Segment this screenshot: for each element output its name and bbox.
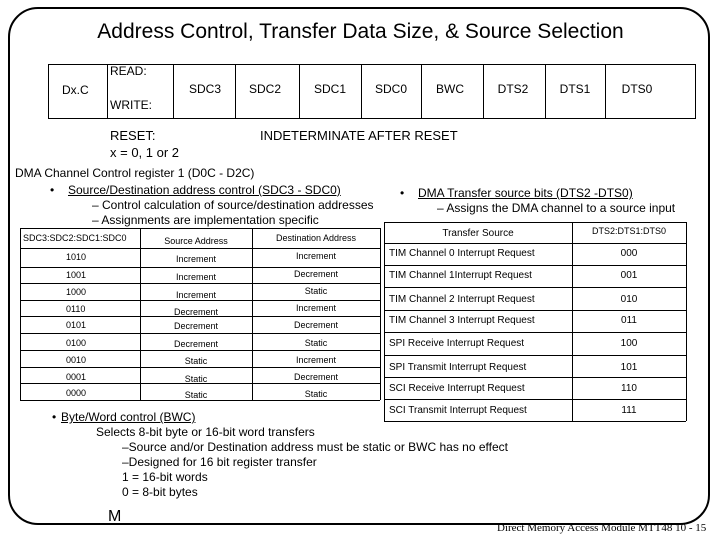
bwc-line: Selects 8-bit byte or 16-bit word transfers xyxy=(96,425,315,439)
column-header: Source Address xyxy=(164,236,228,246)
bullet: • xyxy=(52,410,57,424)
dts-desc-1: – Assigns the DMA channel to a source input xyxy=(437,201,676,215)
column-header: Transfer Source xyxy=(442,228,514,239)
write-label: WRITE: xyxy=(110,98,152,112)
sdc-desc-1: – Control calculation of source/destination addresses xyxy=(92,198,374,212)
bwc-line: –Designed for 16 bit register transfer xyxy=(122,455,317,469)
read-label: READ: xyxy=(110,64,147,78)
bit-sdc2: SDC2 xyxy=(248,82,281,96)
column-header: Destination Address xyxy=(275,233,357,243)
page-title: Address Control, Transfer Data Size, & Source Selection xyxy=(97,20,624,43)
reset-value: x = 0, 1 or 2 xyxy=(110,145,180,160)
bwc-line: 0 = 8-bit bytes xyxy=(122,485,198,499)
reset-note: INDETERMINATE AFTER RESET xyxy=(260,128,458,143)
column-header: DTS2:DTS1:DTS0 xyxy=(591,226,667,236)
bit-sdc3: SDC3 xyxy=(188,82,221,96)
bullet: • xyxy=(400,186,405,200)
bwc-heading: Byte/Word control (BWC) xyxy=(61,410,196,424)
footer-text: Direct Memory Access Module MTT48 10 - 15 xyxy=(497,522,707,534)
bit-sdc0: SDC0 xyxy=(374,82,407,96)
bit-divider xyxy=(107,65,108,118)
column-header: SDC3:SDC2:SDC1:SDC0 xyxy=(23,233,127,243)
reset-label: RESET: xyxy=(110,128,156,143)
bit-dts1: DTS1 xyxy=(559,82,591,96)
bit-sdc1: SDC1 xyxy=(313,82,346,96)
bit-dts0: DTS0 xyxy=(621,82,653,96)
bwc-line: 1 = 16-bit words xyxy=(122,470,208,484)
bwc-line: –Source and/or Destination address must be static or BWC has no effect xyxy=(122,440,508,454)
logo: M xyxy=(108,508,122,525)
bit-bwc: BWC xyxy=(436,82,464,96)
sdc-desc-2: – Assignments are implementation specific xyxy=(92,213,319,227)
dts-heading: DMA Transfer source bits (DTS2 -DTS0) xyxy=(418,186,633,200)
bullet: • xyxy=(50,183,55,197)
register-description: DMA Channel Control register 1 (D0C - D2C) xyxy=(15,166,255,180)
bit-dts2: DTS2 xyxy=(497,82,529,96)
register-name: Dx.C xyxy=(62,83,89,97)
sdc-heading: Source/Destination address control (SDC3 - SDC0) xyxy=(68,183,341,197)
